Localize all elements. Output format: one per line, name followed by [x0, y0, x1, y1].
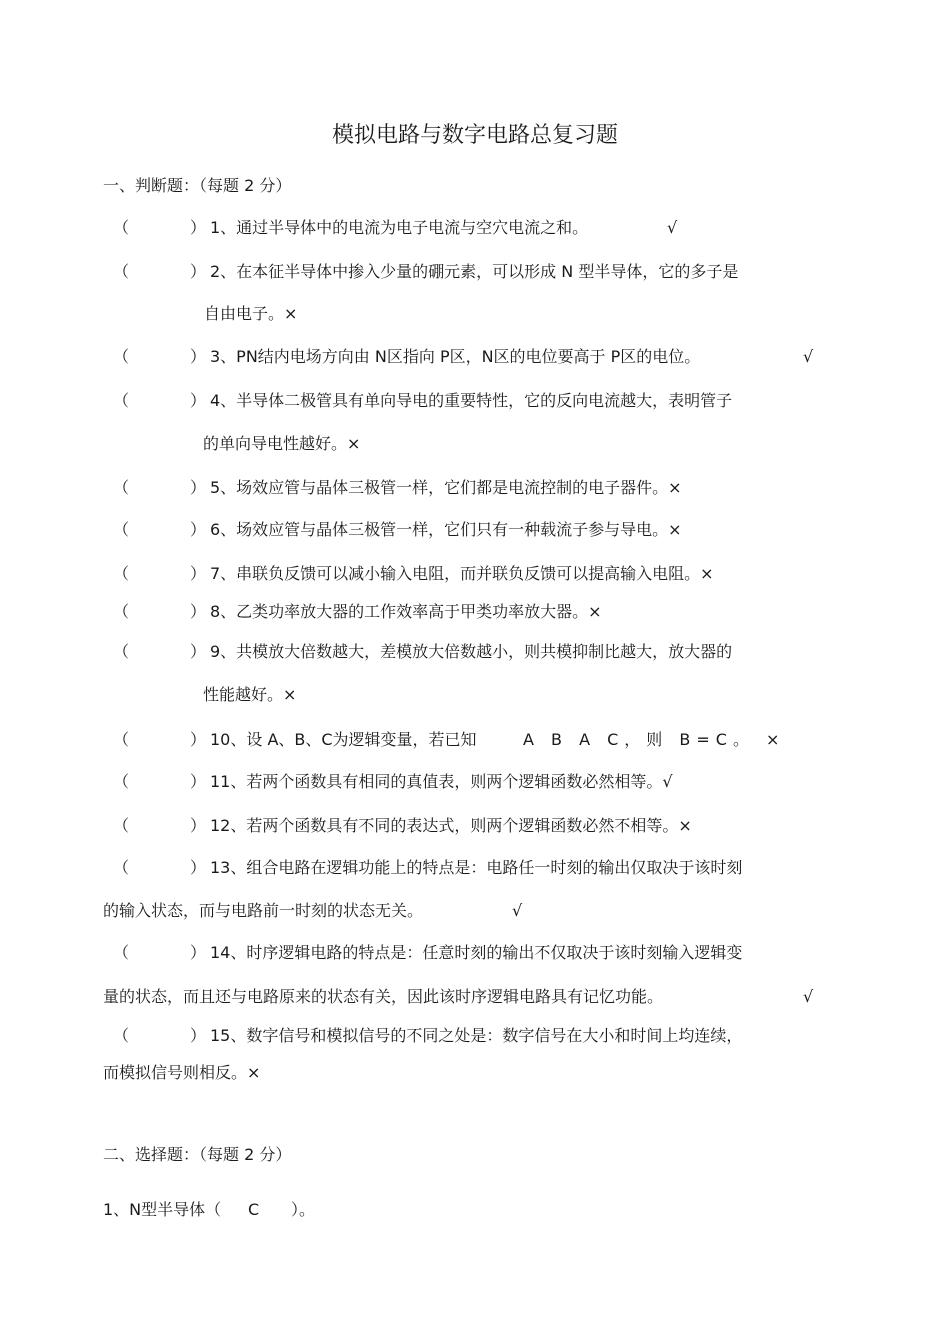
answer-paren-open: （: [113, 218, 130, 237]
item-text-continuation: 量的状态，而且还与电路原来的状态有关，因此该时序逻辑电路具有记忆功能。: [103, 987, 664, 1006]
answer-mark: √: [512, 901, 523, 920]
answer-paren-open: （: [113, 642, 130, 661]
judgment-item-1: [0, 218, 950, 238]
item-text: 14、时序逻辑电路的特点是：任意时刻的输出不仅取决于该时刻输入逻辑变: [210, 943, 743, 962]
answer-paren-open: （: [113, 520, 130, 539]
answer-paren-open: （: [113, 772, 130, 791]
item-text: 5、场效应管与晶体三极管一样，它们都是电流控制的电子器件。×: [210, 478, 682, 497]
judgment-item-11: [0, 772, 950, 792]
answer-paren-open: （: [113, 262, 130, 281]
answer-paren-close: ）: [190, 1026, 207, 1045]
answer-paren-close: ）: [190, 218, 207, 237]
answer-paren-close: ）: [190, 772, 207, 791]
judgment-item-5: [0, 478, 950, 498]
item-text: 4、半导体二极管具有单向导电的重要特性，它的反向电流越大，表明管子: [210, 391, 733, 410]
item-text: 8、乙类功率放大器的工作效率高于甲类功率放大器。×: [210, 602, 602, 621]
answer-mark: √: [667, 218, 678, 237]
answer-paren-close: ）: [190, 858, 207, 877]
answer-paren-open: （: [113, 858, 130, 877]
answer-paren-open: （: [113, 602, 130, 621]
judgment-item-4: [0, 391, 950, 411]
answer-paren-close: ）: [190, 943, 207, 962]
judgment-item-10: [0, 730, 950, 750]
item-text: 10、设 A、B、C为逻辑变量，若已知: [210, 730, 477, 749]
answer-paren-close: ）: [190, 642, 207, 661]
judgment-item-9: [0, 642, 950, 662]
item-text: 13、组合电路在逻辑功能上的特点是：电路任一时刻的输出仅取决于该时刻: [210, 858, 743, 877]
judgment-item-13: [0, 858, 950, 878]
question-answer: C: [248, 1200, 260, 1219]
judgment-item-3: [0, 347, 950, 367]
item-text: 6、场效应管与晶体三极管一样，它们只有一种载流子参与导电。×: [210, 520, 682, 539]
answer-paren-close: ）: [190, 730, 207, 749]
question-suffix: ）。: [291, 1200, 316, 1219]
judgment-item-8: [0, 602, 950, 622]
item-text-continuation-row: [0, 901, 950, 921]
item-text-continuation: 的输入状态，而与电路前一时刻的状态无关。: [103, 901, 424, 920]
judgment-item-6: [0, 520, 950, 540]
answer-paren-open: （: [113, 816, 130, 835]
answer-paren-open: （: [113, 391, 130, 410]
item-text-continuation: 而模拟信号则相反。×: [103, 1063, 261, 1082]
answer-paren-open: （: [113, 943, 130, 962]
answer-paren-close: ）: [190, 564, 207, 583]
item-text: 12、若两个函数具有不同的表达式，则两个逻辑函数必然不相等。×: [210, 816, 692, 835]
judgment-item-12: [0, 816, 950, 836]
item-text: 3、PN结内电场方向由 N区指向 P区，N区的电位要高于 P区的电位。: [210, 347, 701, 366]
item-text-continuation-row: [0, 987, 950, 1007]
answer-paren-open: （: [113, 478, 130, 497]
answer-mark: √: [803, 347, 814, 366]
item-text-continuation: 的单向导电性越好。×: [203, 434, 361, 453]
answer-paren-open: （: [113, 730, 130, 749]
answer-paren-close: ）: [190, 262, 207, 281]
choice-question-1: [0, 1200, 950, 1220]
answer-paren-open: （: [113, 347, 130, 366]
answer-mark: √: [803, 987, 814, 1006]
answer-paren-close: ）: [190, 520, 207, 539]
judgment-item-7: [0, 564, 950, 584]
item-text-continuation: 自由电子。×: [204, 304, 298, 323]
judgment-item-14: [0, 943, 950, 963]
answer-paren-close: ）: [190, 816, 207, 835]
section2-heading: 二、选择题：（每题 2 分）: [103, 1145, 292, 1164]
item-text: 15、数字信号和模拟信号的不同之处是：数字信号在大小和时间上均连续，: [210, 1026, 743, 1045]
judgment-item-2: [0, 262, 950, 282]
answer-paren-open: （: [113, 1026, 130, 1045]
answer-paren-close: ）: [190, 478, 207, 497]
item-text: 7、串联负反馈可以减小输入电阻，而并联负反馈可以提高输入电阻。×: [210, 564, 714, 583]
item-text: 11、若两个函数具有相同的真值表，则两个逻辑函数必然相等。√: [210, 772, 673, 791]
page-title: 模拟电路与数字电路总复习题: [331, 123, 618, 148]
item-text: 9、共模放大倍数越大，差模放大倍数越小，则共模抑制比越大，放大器的: [210, 642, 733, 661]
item-text-continuation: 性能越好。×: [203, 685, 297, 704]
answer-paren-close: ）: [190, 347, 207, 366]
logic-expression: A B A C，则 B=C。: [523, 730, 755, 749]
answer-paren-close: ）: [190, 391, 207, 410]
answer-paren-open: （: [113, 564, 130, 583]
answer-paren-close: ）: [190, 602, 207, 621]
item-text: 2、在本征半导体中掺入少量的硼元素，可以形成 N 型半导体，它的多子是: [210, 262, 739, 281]
judgment-item-15: [0, 1026, 950, 1046]
section1-heading: 一、判断题：（每题 2 分）: [103, 176, 292, 195]
question-prefix: 1、N型半导体（: [103, 1200, 222, 1219]
answer-mark: ×: [766, 730, 780, 749]
item-text: 1、通过半导体中的电流为电子电流与空穴电流之和。: [210, 218, 589, 237]
